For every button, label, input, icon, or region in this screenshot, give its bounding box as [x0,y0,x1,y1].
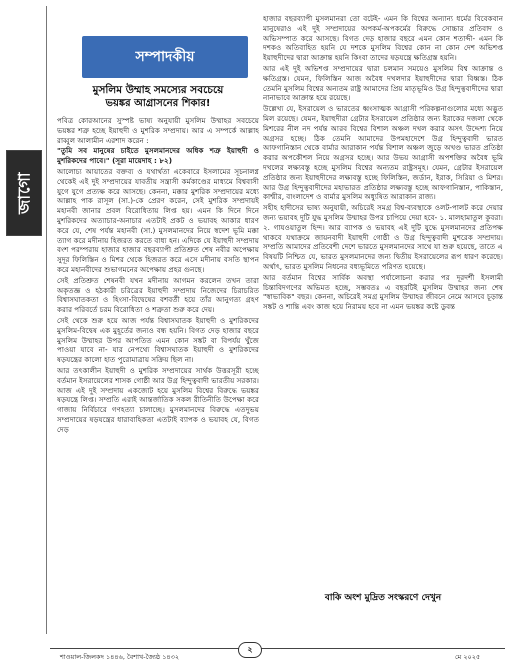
paragraph: আর বর্তমান বিশ্বের সার্বিক অবস্থা পর্যালোচনা করার পর দূরদর্শী ইসলামী চিন্তাবিদগণের অভিমত হচ্ছে, সম্ভবতঃ এ বছরটিই মুসলিম উম্মাহর জন্য শেষ "স্বাভাবিক" বছর। কেননা, অচিরেই সমগ্র মুসলিম উম্মাহর জীবনে নেমে আসবে চূড়ান্ত সঙ্কট ও শান্তি এবং কাজ হয়ে নিরাময় হবে না এমন ভয়ঙ্কর কষ্টে ডুবন্ত [263,272,503,312]
paragraph: আর তৎকালীন ইয়াহুদী ও মুশরিক সম্প্রদায়ের সার্থক উত্তরসূরী হচ্ছে বর্তমান ইসরায়েলের শাসক গোষ্ঠী আর উগ্র হিন্দুত্ববাদী ভারতীয় সরকার। আজ এই দুই সম্প্রদায় একজোট হয়ে মুসলিম বিশ্বের বিরুদ্ধে ভয়ঙ্কর ষড়যন্ত্রে লিপ্ত। সম্প্রতি এরাই আন্তর্জাতিক সকল রীতিনীতি উপেক্ষা করে গাজায় নির্বিচারে গণহত্যা চালাচ্ছে। মুসলমানদের বিরুদ্ধে এতদুভয় সম্প্রদায়ের ষড়যন্ত্রের ধারাবাহিকতা এতটাই ব্যাপক ও ভয়াবহ যে, বিগত দেড় [57,365,259,434]
paragraph: সেই প্রতিশ্রুত শেষনবী যখন মদীনায় আগমন করলেন তখন তারা অকৃতজ্ঞ ও হঠকারী চরিত্রের ইয়াহুদী সম্প্রদায় নিজেদের চিরাচরিত বিশ্বাসঘাতকতা ও হিংসা-বিদ্বেষের বশবর্তী হয়ে তাঁর আনুগত্য গ্রহণ করার পরিবর্তে চরম বিরোধিতা ও শত্রুতা শুরু করে দেয়। [57,275,259,315]
side-divider [46,6,47,634]
paragraph: হাজার বছরব্যাপী মুসলমানরা তো বটেই- এমন কি বিশ্বের অন্যান্য ধর্মের বিবেকবান মানুষেরাও এই দুই সম্প্রদায়ের অপকর্ম-অপকর্মের বিরুদ্ধে সোচ্চার প্রতিবাদ ও অভিসম্পাত করে আসছে। বিগত দেড় হাজার বছরে এমন কোন শতাব্দী- এমন কি দশকও অতিবাহিত হয়নি যে দশকে মুসলিম বিশ্বের কোন না কোন দেশ অভিশপ্ত ইয়াহুদীদের দ্বারা আক্রান্ত হয়নি কিংবা তাদের ষড়যন্ত্রে ক্ষতিগ্রস্ত হয়নি। [263,14,503,63]
paragraph: উল্লেখ্য যে, ইসরায়েল ও ভারতের ধ্বংসাত্মক আগ্রাসী পরিকল্পনাগুলোর মধ্যে অদ্ভুত মিল রয়েছে। যেমন, ইয়াহুদীরা গ্রেটার ইসরায়েল প্রতিষ্ঠার জন্য ইরাকের দজলা থেকে মিশরের নীল নদ পর্যন্ত আরব বিশ্বের বিশাল অঞ্চল দখল করার অসৎ উদ্দেশ্য নিয়ে অগ্রসর হচ্ছে। ঠিক তেমনি আমাদের উপমহাদেশে উগ্র হিন্দুত্ববাদী ভারত আফগানিস্তান থেকে বার্মার আরাকান পর্যন্ত বিশাল অঞ্চল জুড়ে অখণ্ড ভারত প্রতিষ্ঠা করার অপকৌশল নিয়ে অগ্রসর হচ্ছে। আর উভয় আগ্রাসী অপশক্তির অবৈধ ভূমি দখলের লক্ষ্যবস্তু হচ্ছে মুসলিম বিশ্বের অন্যতম রাষ্ট্রসমূহ। যেমন, গ্রেটার ইসরায়েল প্রতিষ্ঠার জন্য ইয়াহুদীদের লক্ষ্যবস্তু হচ্ছে ফিলিস্তিন, জর্ডান, ইরাক, সিরিয়া ও মিশর। আর উগ্র হিন্দুত্ববাদীদের মহাভারত প্রতিষ্ঠার লক্ষ্যবস্তু হচ্ছে আফগানিস্তান, পাকিস্তান, কাশ্মীর, বাংলাদেশ ও বার্মার মুসলিম অধ্যুষিত আরাকান রাজ্য। [263,104,503,202]
paragraph: আলোচ্য আয়াতের বক্তব্য ও যথার্থতা একেবারে ইসলামের সূচনালগ্ন থেকেই এই দুই সম্প্রদায়ের যাবতীয় সন্ত্রাসী কর্মকাণ্ডের মাধ্যমে বিশ্ববাসী যুগে যুগে প্রত্যক্ষ করে আসছে। কেননা, মক্কার মুশরিক সম্প্রদায়ের মধ্যে আল্লাহ পাক রাসূল (সা.)-কে প্রেরণ করেন, সেই মুশরিক সম্প্রদায়ই মহানবী জানার প্রবল বিরোধিতায় লিপ্ত হয়। এমন কি দিনে দিনে মুশরিকদের অত্যাচার-অনাচার এতটাই প্রকট ও ভয়াবহ আকার ধারণ করে যে, শেষ পর্যন্ত মহানবী (সা.) মুসলমানদের নিয়ে স্বদেশ ভূমি মক্কা ত্যাগ করে মদীনায় হিজরত করতে বাধ্য হন। এদিকে যে ইয়াহুদী সম্প্রদায় বংশ পরম্পরায় হাজার হাজার বছরব্যাপী প্রতিশ্রুত শেষ নবীর অপেক্ষায় সুদূর ফিলিস্তিন ও মিশর থেকে হিজরত করে এসে মদীনায় বসতি স্থাপন করে মহানবীদের শুভাগমনের অপেক্ষায় প্রহর গুনছে। [57,166,259,274]
side-strip [0,0,48,666]
footer-month: মে ২০২৫ [455,653,481,661]
paragraph: সহীহ হাদীসের ভাষ্য অনুযায়ী, অচিরেই সমগ্র বিশ্ব-ব্যবস্থাকে ওলট-পালট করে দেয়ার জন্য ভয়াবহ দুটি যুদ্ধ মুসলিম উম্মাহর উপর চাপিয়ে দেয়া হবে- ১. মালহামাতুল কুবরা। ২. গাযওয়াতুল হিন্দ। আর ব্যাপক ও ভয়াবহ এই দুটি যুদ্ধে মুসলমানদের প্রতিপক্ষ থাকবে যথাক্রমে জায়নবাদী ইয়াহুদী গোষ্ঠী ও উগ্র হিন্দুত্ববাদী মুশরেক সম্প্রদায়। সম্প্রতি আমাদের প্রতিবেশী দেশে ভারতে মুসলমানদের সাথে যা শুরু হয়েছে, তাতে এ বিষয়টি নিশ্চিত যে, ভারত মুসলমানদের জন্য দ্বিতীয় ইসরায়েলের রূপ ধারণ করেছে। অর্থাৎ, ভারত মুসলিম নিধনের বধ্যভূমিতে পরিণত হয়েছে। [263,203,503,271]
editorial-banner: সম্পাদকীয় [82,36,248,78]
footer-divider [50,648,505,649]
paragraph: পবিত্র কোরআনের সুস্পষ্ট ভাষ্য অনুযায়ী মুসলিম উম্মাহর সবচেয়ে ভয়ঙ্কর শত্রু হচ্ছে ইয়াহুদী ও মুশরিক সম্প্রদায়। আর এ সম্পর্কে আল্লাহ রাব্বুল আলামীন এরশাদ করেন : [57,116,259,145]
footer-issue-date: শাওয়াল-জিলকদ ১৪৪৬, বৈশাখ-জ্যৈষ্ঠ ১৪৩২ [60,653,180,661]
paragraph: আর এই দুই অভিশপ্ত সম্প্রদায়ের দ্বারা চলমান সময়েও মুসলিম বিশ্ব আক্রান্ত ও ক্ষতিগ্রস্ত। যেমন, ফিলিস্তিন আজ অবৈধ দখলদার ইয়াহুদীদের দ্বারা বিধ্বস্ত। ঠিক তেমনি মুসলিম বিশ্বের অন্যতম রাষ্ট্র আমাদের প্রিয় মাতৃভূমিও উগ্র হিন্দুত্ববাদীদের দ্বারা নানাভাবে আক্রান্ত হয়ে রয়েছে। [263,63,503,103]
headline-line-1: মুসলিম উম্মাহ সমস্যের সবচেয়ে [92,84,224,96]
editorial-headline [58,84,258,110]
page-number: ২ [238,642,262,658]
headline-line-2: ভয়ঙ্কর আগ্রাসনের শিকার! [105,98,211,109]
paragraph: সেই থেকে শুরু হয়ে আজ পর্যন্ত বিশ্বাসঘাতক ইয়াহুদী ও মুশরিকদের মুসলিম-বিদ্বেষ এক মুহূর্তের জন্যও বন্ধ হয়নি। বিগত দেড় হাজার বছরে মুসলিম উম্মাহর উপর আপতিত এমন কোন সঙ্কট বা বিপর্যয় খুঁজে পাওয়া যাবে না- যার নেপথ্যে বিশ্বাসঘাতক ইয়াহুদী ও মুশরিকদের ষড়যন্ত্রের কালো হাত পুরোমাত্রায় সক্রিয় ছিল না। [57,315,259,365]
left-text-column [57,116,259,610]
magazine-logo: জাগো [6,150,42,236]
quran-quote: "তুমি সব মানুষের চাইতে মুসলমানদের অধিক শত্রু ইয়াহুদী ও মুশরিকদের পাবে।" (সূরা মায়েদাহ : ৮২) [57,146,259,166]
continue-note: বাকি অংশ মুদ্রিত সংস্করণে দেখুন [324,593,442,603]
right-text-column [263,14,503,578]
